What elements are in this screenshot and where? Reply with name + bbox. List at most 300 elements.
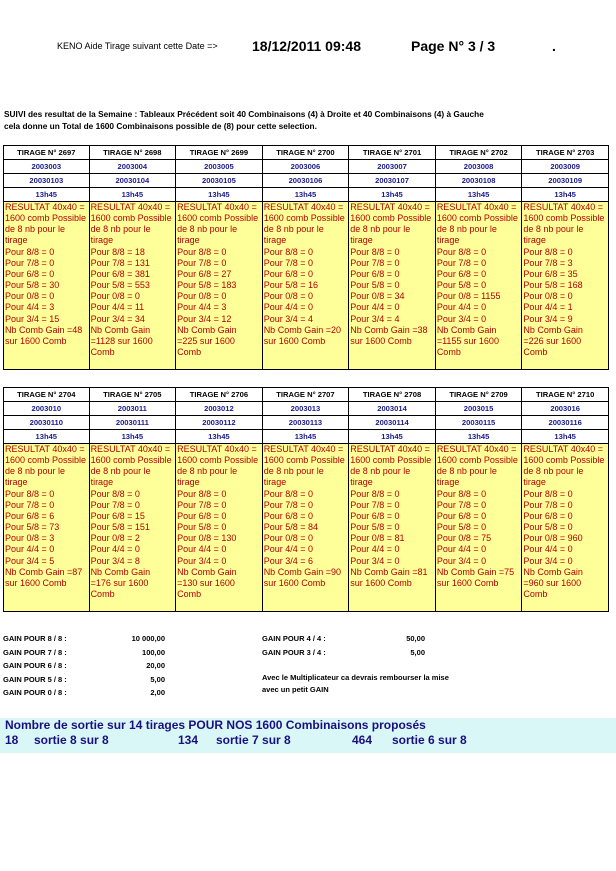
note-line-1: Avec le Multiplicateur ca devrais rembourser la mise [262, 673, 449, 682]
result-line: Pour 3/4 = 6 [263, 555, 313, 566]
result-line: Pour 0/8 = 130 [177, 533, 237, 544]
result-line: 1600 comb Possible [350, 213, 432, 224]
result-line: Pour 6/8 = 27 [177, 268, 232, 279]
tirage-code: 2003012 [176, 402, 262, 416]
result-line: RESULTAT 40x40 = [263, 202, 344, 212]
tirage-code: 2003010 [4, 402, 89, 416]
result-line: Pour 4/4 = 0 [436, 302, 487, 313]
tirage-title: TIRAGE N° 2701 [349, 146, 435, 160]
tirage-time: 13h45 [436, 188, 522, 202]
result-line: Pour 7/8 = 0 [436, 257, 487, 268]
result-line: tirage [90, 235, 114, 246]
result-line: Pour 4/4 = 1 [523, 302, 573, 313]
result-line: tirage [350, 477, 373, 488]
result-line: sur 1600 Comb [5, 577, 67, 588]
result-line: Pour 3/4 = 0 [177, 555, 227, 566]
tirage-column [3, 145, 90, 370]
result-line: Pour 8/8 = 0 [5, 488, 55, 499]
result-line: Pour 5/8 = 168 [523, 280, 583, 291]
result-line: Nb Comb Gain =75 [436, 566, 515, 577]
result-line: Pour 5/8 = 0 [523, 522, 573, 533]
result-line: Pour 8/8 = 0 [436, 488, 487, 499]
result-block [176, 444, 262, 611]
intro-line-1: SUIVI des resultat de la Semaine : Tableaux Précédent soit 40 Combinaisons (4) à Droite et 40 Combinaisons (4) à Gauche [4, 109, 484, 119]
result-line: Pour 5/8 = 0 [350, 280, 400, 291]
result-line: de 8 nb pour le [350, 224, 411, 235]
result-line: 1600 comb Possible [523, 455, 605, 466]
result-line: Nb Comb Gain =81 [350, 566, 428, 577]
tirage-date: 20030106 [263, 174, 349, 188]
tirage-date: 20030104 [90, 174, 176, 188]
result-line: tirage [523, 235, 546, 246]
tirage-title: TIRAGE N° 2702 [436, 146, 522, 160]
result-line: 1600 comb Possible [90, 455, 172, 466]
result-line: Pour 5/8 = 73 [5, 522, 60, 533]
result-line: Nb Comb Gain [90, 566, 151, 577]
result-line: RESULTAT 40x40 = [350, 444, 430, 454]
result-line: Pour 7/8 = 0 [350, 257, 400, 268]
result-line: Pour 5/8 = 183 [177, 280, 237, 291]
result-line: sur 1600 Comb [263, 335, 326, 346]
tirage-date: 20030111 [90, 416, 176, 430]
tirage-title: TIRAGE N° 2705 [90, 388, 176, 402]
result-line: RESULTAT 40x40 = [90, 202, 171, 212]
result-line: Nb Comb Gain [90, 324, 151, 335]
result-line: Nb Comb Gain [177, 324, 237, 335]
tirage-title: TIRAGE N° 2709 [436, 388, 522, 402]
result-line: Pour 3/4 = 0 [436, 555, 487, 566]
result-line: 1600 comb Possible [350, 455, 432, 466]
tirage-column [436, 387, 523, 612]
tirage-date: 20030103 [4, 174, 89, 188]
result-line: Pour 6/8 = 0 [350, 268, 400, 279]
result-line: Pour 3/4 = 9 [523, 313, 573, 324]
summary-label-2: sortie 7 sur 8 [216, 733, 291, 747]
result-block [90, 202, 176, 369]
tirage-column [90, 145, 177, 370]
gain-label: GAIN POUR 0 / 8 : [3, 688, 67, 697]
result-line: de 8 nb pour le [436, 466, 497, 477]
result-block [349, 444, 435, 611]
result-line: Pour 5/8 = 84 [263, 522, 318, 533]
result-line: de 8 nb pour le [523, 224, 584, 235]
result-line: Pour 3/4 = 15 [5, 313, 60, 324]
result-line: Pour 4/4 = 0 [436, 544, 487, 555]
summary-count-1: 18 [5, 733, 19, 747]
result-line: tirage [263, 235, 287, 246]
result-block [522, 202, 608, 369]
result-block [176, 202, 262, 369]
result-line: 1600 comb Possible [263, 213, 345, 224]
result-line: Pour 7/8 = 0 [263, 499, 313, 510]
results-table-1 [3, 145, 609, 370]
result-line: RESULTAT 40x40 = [350, 202, 430, 212]
tirage-time: 13h45 [349, 188, 435, 202]
result-line: 1600 comb Possible [523, 213, 605, 224]
result-line: Pour 5/8 = 0 [350, 522, 400, 533]
tirage-time: 13h45 [4, 188, 89, 202]
result-line: Pour 3/4 = 4 [263, 313, 313, 324]
intro-line-2: cela donne un Total de 1600 Combinaisons possible de (8) pour cette selection. [4, 121, 317, 131]
tirage-code: 2003007 [349, 160, 435, 174]
tirage-code: 2003013 [263, 402, 349, 416]
gain-value: 50,00 [406, 634, 425, 643]
tirage-column [263, 145, 350, 370]
result-line: Pour 8/8 = 0 [177, 246, 227, 257]
result-line: RESULTAT 40x40 = [5, 444, 85, 454]
result-line: Pour 8/8 = 0 [263, 488, 313, 499]
result-line: RESULTAT 40x40 = [263, 444, 344, 454]
tirage-code: 2003008 [436, 160, 522, 174]
tirage-time: 13h45 [4, 430, 89, 444]
result-line: Pour 0/8 = 81 [350, 533, 405, 544]
result-line: =226 sur 1600 [523, 335, 582, 346]
result-line: sur 1600 Comb [263, 577, 326, 588]
tirage-title: TIRAGE N° 2697 [4, 146, 89, 160]
result-line: Pour 8/8 = 0 [177, 488, 227, 499]
result-line: Pour 5/8 = 30 [5, 280, 60, 291]
gain-label: GAIN POUR 3 / 4 : [262, 648, 326, 657]
result-line: Pour 7/8 = 0 [90, 499, 140, 510]
tirage-title: TIRAGE N° 2700 [263, 146, 349, 160]
summary-banner [0, 718, 616, 753]
result-line: RESULTAT 40x40 = [436, 202, 517, 212]
result-line: de 8 nb pour le [90, 466, 151, 477]
result-line: de 8 nb pour le [177, 466, 238, 477]
result-line: Pour 3/4 = 0 [350, 555, 400, 566]
header-datetime: 18/12/2011 09:48 [252, 38, 361, 54]
tirage-date: 20030113 [263, 416, 349, 430]
result-line: =1128 sur 1600 [90, 335, 153, 346]
result-line: Pour 7/8 = 131 [90, 257, 150, 268]
result-line: tirage [523, 477, 546, 488]
tirage-date: 20030108 [436, 174, 522, 188]
result-block [4, 202, 89, 369]
result-line: RESULTAT 40x40 = [5, 202, 85, 212]
result-line: RESULTAT 40x40 = [523, 202, 603, 212]
result-line: 1600 comb Possible [177, 455, 259, 466]
gain-label: GAIN POUR 6 / 8 : [3, 661, 67, 670]
result-line: Pour 0/8 = 34 [350, 291, 405, 302]
result-line: de 8 nb pour le [523, 466, 584, 477]
tirage-code: 2003015 [436, 402, 522, 416]
tirage-time: 13h45 [90, 188, 176, 202]
summary-count-2: 134 [178, 733, 199, 747]
summary-count-3: 464 [352, 733, 373, 747]
tirage-code: 2003014 [349, 402, 435, 416]
result-line: =225 sur 1600 [177, 335, 235, 346]
tirage-date: 20030116 [522, 416, 608, 430]
tirage-title: TIRAGE N° 2707 [263, 388, 349, 402]
result-line: Pour 7/8 = 0 [5, 257, 55, 268]
result-line: =176 sur 1600 [90, 577, 149, 588]
result-line: Pour 8/8 = 0 [436, 246, 487, 257]
result-line: Pour 6/8 = 0 [350, 510, 400, 521]
result-line: Pour 3/4 = 0 [523, 555, 573, 566]
result-line: =960 sur 1600 [523, 577, 582, 588]
result-line: Pour 7/8 = 0 [177, 499, 227, 510]
header-dot: . [552, 38, 556, 54]
result-line: Pour 8/8 = 18 [90, 246, 145, 257]
result-line: Pour 0/8 = 0 [263, 533, 313, 544]
result-line: RESULTAT 40x40 = [523, 444, 603, 454]
tirage-time: 13h45 [263, 188, 349, 202]
result-line: 1600 comb Possible [5, 213, 87, 224]
gain-label: GAIN POUR 4 / 4 : [262, 634, 326, 643]
result-line: Pour 4/4 = 11 [90, 302, 145, 313]
result-line: 1600 comb Possible [263, 455, 345, 466]
result-line: Pour 8/8 = 0 [523, 246, 573, 257]
result-line: Pour 4/4 = 0 [523, 544, 573, 555]
tirage-title: TIRAGE N° 2708 [349, 388, 435, 402]
result-line: Pour 8/8 = 0 [523, 488, 573, 499]
result-line: Pour 8/8 = 0 [5, 246, 55, 257]
tirage-time: 13h45 [436, 430, 522, 444]
result-block [522, 444, 608, 611]
gain-value: 5,00 [150, 675, 165, 684]
result-line: Comb [523, 347, 548, 358]
result-line: tirage [90, 477, 114, 488]
result-line: de 8 nb pour le [263, 466, 324, 477]
tirage-column [522, 145, 609, 370]
result-line: Pour 5/8 = 0 [177, 522, 227, 533]
result-line: Pour 0/8 = 3 [5, 533, 55, 544]
tirage-time: 13h45 [522, 430, 608, 444]
result-line: Pour 3/4 = 0 [436, 313, 487, 324]
result-line: Pour 4/4 = 0 [90, 544, 140, 555]
result-line: 1600 comb Possible [5, 455, 87, 466]
gain-value: 100,00 [142, 648, 165, 657]
result-line: 1600 comb Possible [90, 213, 172, 224]
gain-label: GAIN POUR 5 / 8 : [3, 675, 67, 684]
result-line: tirage [177, 477, 200, 488]
result-line: Nb Comb Gain [523, 324, 583, 335]
tirage-column [349, 145, 436, 370]
result-block [263, 444, 349, 611]
tirage-time: 13h45 [522, 188, 608, 202]
tirage-title: TIRAGE N° 2703 [522, 146, 608, 160]
tirage-time: 13h45 [176, 188, 262, 202]
result-line: Comb [90, 347, 115, 358]
result-line: Nb Comb Gain =90 [263, 566, 341, 577]
result-line: Pour 8/8 = 0 [90, 488, 140, 499]
result-line: =1155 sur 1600 [436, 335, 499, 346]
result-line: Pour 3/4 = 4 [350, 313, 400, 324]
tirage-date: 20030110 [4, 416, 89, 430]
results-table-2 [3, 387, 609, 612]
result-line: Pour 4/4 = 0 [350, 544, 400, 555]
tirage-code: 2003003 [4, 160, 89, 174]
tirage-code: 2003009 [522, 160, 608, 174]
tirage-title: TIRAGE N° 2704 [4, 388, 89, 402]
result-line: Pour 0/8 = 75 [436, 533, 492, 544]
result-line: tirage [5, 477, 28, 488]
result-line: Pour 4/4 = 0 [263, 544, 313, 555]
result-line: Pour 0/8 = 0 [90, 291, 140, 302]
note-line-2: avec un petit GAIN [262, 685, 329, 694]
result-line: Pour 5/8 = 0 [436, 280, 487, 291]
result-line: Pour 3/4 = 5 [5, 555, 55, 566]
result-line: Pour 4/4 = 0 [5, 544, 55, 555]
tirage-date: 20030105 [176, 174, 262, 188]
tirage-date: 20030114 [349, 416, 435, 430]
header-label: KENO Aide Tirage suivant cette Date => [57, 41, 218, 51]
result-line: RESULTAT 40x40 = [177, 202, 257, 212]
result-line: RESULTAT 40x40 = [90, 444, 171, 454]
result-line: Pour 7/8 = 0 [5, 499, 55, 510]
result-line: 1600 comb Possible [436, 213, 518, 224]
result-line: Pour 8/8 = 0 [263, 246, 313, 257]
tirage-date: 20030112 [176, 416, 262, 430]
result-line: Nb Comb Gain =38 [350, 324, 428, 335]
tirage-date: 20030107 [349, 174, 435, 188]
tirage-column [90, 387, 177, 612]
result-line: de 8 nb pour le [350, 466, 411, 477]
result-line: sur 1600 Comb [5, 335, 67, 346]
result-block [436, 202, 522, 369]
result-block [263, 202, 349, 369]
result-line: de 8 nb pour le [90, 224, 151, 235]
result-line: Pour 7/8 = 3 [523, 257, 573, 268]
result-line: Pour 6/8 = 0 [436, 510, 487, 521]
result-line: Nb Comb Gain =48 [5, 324, 83, 335]
tirage-title: TIRAGE N° 2706 [176, 388, 262, 402]
result-line: tirage [177, 235, 200, 246]
result-line: Pour 4/4 = 3 [177, 302, 227, 313]
result-line: Comb [177, 347, 202, 358]
tirage-column [3, 387, 90, 612]
gain-label: GAIN POUR 8 / 8 : [3, 634, 67, 643]
result-line: Pour 8/8 = 0 [350, 488, 400, 499]
tirage-code: 2003004 [90, 160, 176, 174]
result-line: Pour 7/8 = 0 [177, 257, 227, 268]
tirage-date: 20030109 [522, 174, 608, 188]
tirage-title: TIRAGE N° 2699 [176, 146, 262, 160]
result-line: Comb [90, 589, 115, 600]
tirage-column [436, 145, 523, 370]
result-line: Pour 7/8 = 0 [523, 499, 573, 510]
summary-title: Nombre de sortie sur 14 tirages POUR NOS 1600 Combinaisons proposés [5, 718, 426, 732]
tirage-column [176, 387, 263, 612]
result-line: Nb Comb Gain [177, 566, 237, 577]
result-line: tirage [436, 235, 460, 246]
result-line: 1600 comb Possible [177, 213, 259, 224]
result-line: Nb Comb Gain =87 [5, 566, 83, 577]
tirage-column [349, 387, 436, 612]
result-line: Pour 0/8 = 0 [263, 291, 313, 302]
result-line: sur 1600 Comb [436, 577, 499, 588]
result-line: Pour 8/8 = 0 [350, 246, 400, 257]
result-line: Pour 5/8 = 553 [90, 280, 150, 291]
result-line: Pour 6/8 = 0 [5, 268, 55, 279]
result-line: RESULTAT 40x40 = [436, 444, 517, 454]
result-line: Pour 5/8 = 16 [263, 280, 318, 291]
result-line: Pour 6/8 = 15 [90, 510, 145, 521]
summary-label-3: sortie 6 sur 8 [392, 733, 467, 747]
tirage-time: 13h45 [90, 430, 176, 444]
gain-label: GAIN POUR 7 / 8 : [3, 648, 67, 657]
result-line: Nb Comb Gain [436, 324, 497, 335]
result-line: tirage [350, 235, 373, 246]
page-number: Page N° 3 / 3 [411, 38, 496, 54]
result-line: tirage [263, 477, 287, 488]
gain-value: 2,00 [150, 688, 165, 697]
result-line: Pour 7/8 = 0 [350, 499, 400, 510]
tirage-code: 2003005 [176, 160, 262, 174]
result-line: Pour 7/8 = 0 [436, 499, 487, 510]
result-line: Pour 0/8 = 960 [523, 533, 583, 544]
result-line: Pour 5/8 = 0 [436, 522, 487, 533]
result-line: de 8 nb pour le [5, 224, 66, 235]
gain-value: 5,00 [410, 648, 425, 657]
result-line: Pour 3/4 = 34 [90, 313, 145, 324]
result-block [349, 202, 435, 369]
result-line: Pour 6/8 = 0 [177, 510, 227, 521]
result-line: sur 1600 Comb [350, 577, 412, 588]
result-line: de 8 nb pour le [177, 224, 238, 235]
result-block [436, 444, 522, 611]
tirage-time: 13h45 [349, 430, 435, 444]
result-line: Pour 3/4 = 8 [90, 555, 140, 566]
result-line: Pour 4/4 = 3 [5, 302, 55, 313]
result-block [90, 444, 176, 611]
tirage-code: 2003011 [90, 402, 176, 416]
tirage-title: TIRAGE N° 2698 [90, 146, 176, 160]
result-line: Pour 6/8 = 6 [5, 510, 55, 521]
result-line: Comb [436, 347, 461, 358]
result-line: =130 sur 1600 [177, 577, 235, 588]
tirage-title: TIRAGE N° 2710 [522, 388, 608, 402]
tirage-column [522, 387, 609, 612]
tirage-time: 13h45 [176, 430, 262, 444]
result-line: Pour 0/8 = 0 [177, 291, 227, 302]
result-line: Pour 6/8 = 0 [436, 268, 487, 279]
result-line: Pour 3/4 = 12 [177, 313, 232, 324]
result-line: Pour 6/8 = 0 [263, 268, 313, 279]
tirage-column [263, 387, 350, 612]
tirage-code: 2003006 [263, 160, 349, 174]
result-line: Pour 0/8 = 1155 [436, 291, 501, 302]
gain-value: 10 000,00 [131, 634, 165, 643]
result-line: Pour 0/8 = 0 [523, 291, 573, 302]
result-line: 1600 comb Possible [436, 455, 518, 466]
result-line: Comb [523, 589, 548, 600]
result-line: RESULTAT 40x40 = [177, 444, 257, 454]
result-line: tirage [5, 235, 28, 246]
tirage-time: 13h45 [263, 430, 349, 444]
result-line: Pour 6/8 = 0 [263, 510, 313, 521]
result-line: Pour 6/8 = 35 [523, 268, 578, 279]
tirage-code: 2003016 [522, 402, 608, 416]
result-line: Pour 7/8 = 0 [263, 257, 313, 268]
result-line: Pour 4/4 = 0 [350, 302, 400, 313]
result-line: Pour 6/8 = 0 [523, 510, 573, 521]
result-line: Pour 0/8 = 0 [5, 291, 55, 302]
result-line: de 8 nb pour le [263, 224, 324, 235]
result-line: Pour 5/8 = 151 [90, 522, 150, 533]
result-line: Pour 6/8 = 381 [90, 268, 150, 279]
result-line: Pour 4/4 = 0 [177, 544, 227, 555]
result-line: Pour 0/8 = 2 [90, 533, 140, 544]
summary-label-1: sortie 8 sur 8 [34, 733, 109, 747]
result-line: Comb [177, 589, 202, 600]
result-line: Nb Comb Gain [523, 566, 583, 577]
result-line: de 8 nb pour le [436, 224, 497, 235]
gain-value: 20,00 [146, 661, 165, 670]
result-line: de 8 nb pour le [5, 466, 66, 477]
result-line: Pour 4/4 = 0 [263, 302, 313, 313]
result-line: tirage [436, 477, 460, 488]
